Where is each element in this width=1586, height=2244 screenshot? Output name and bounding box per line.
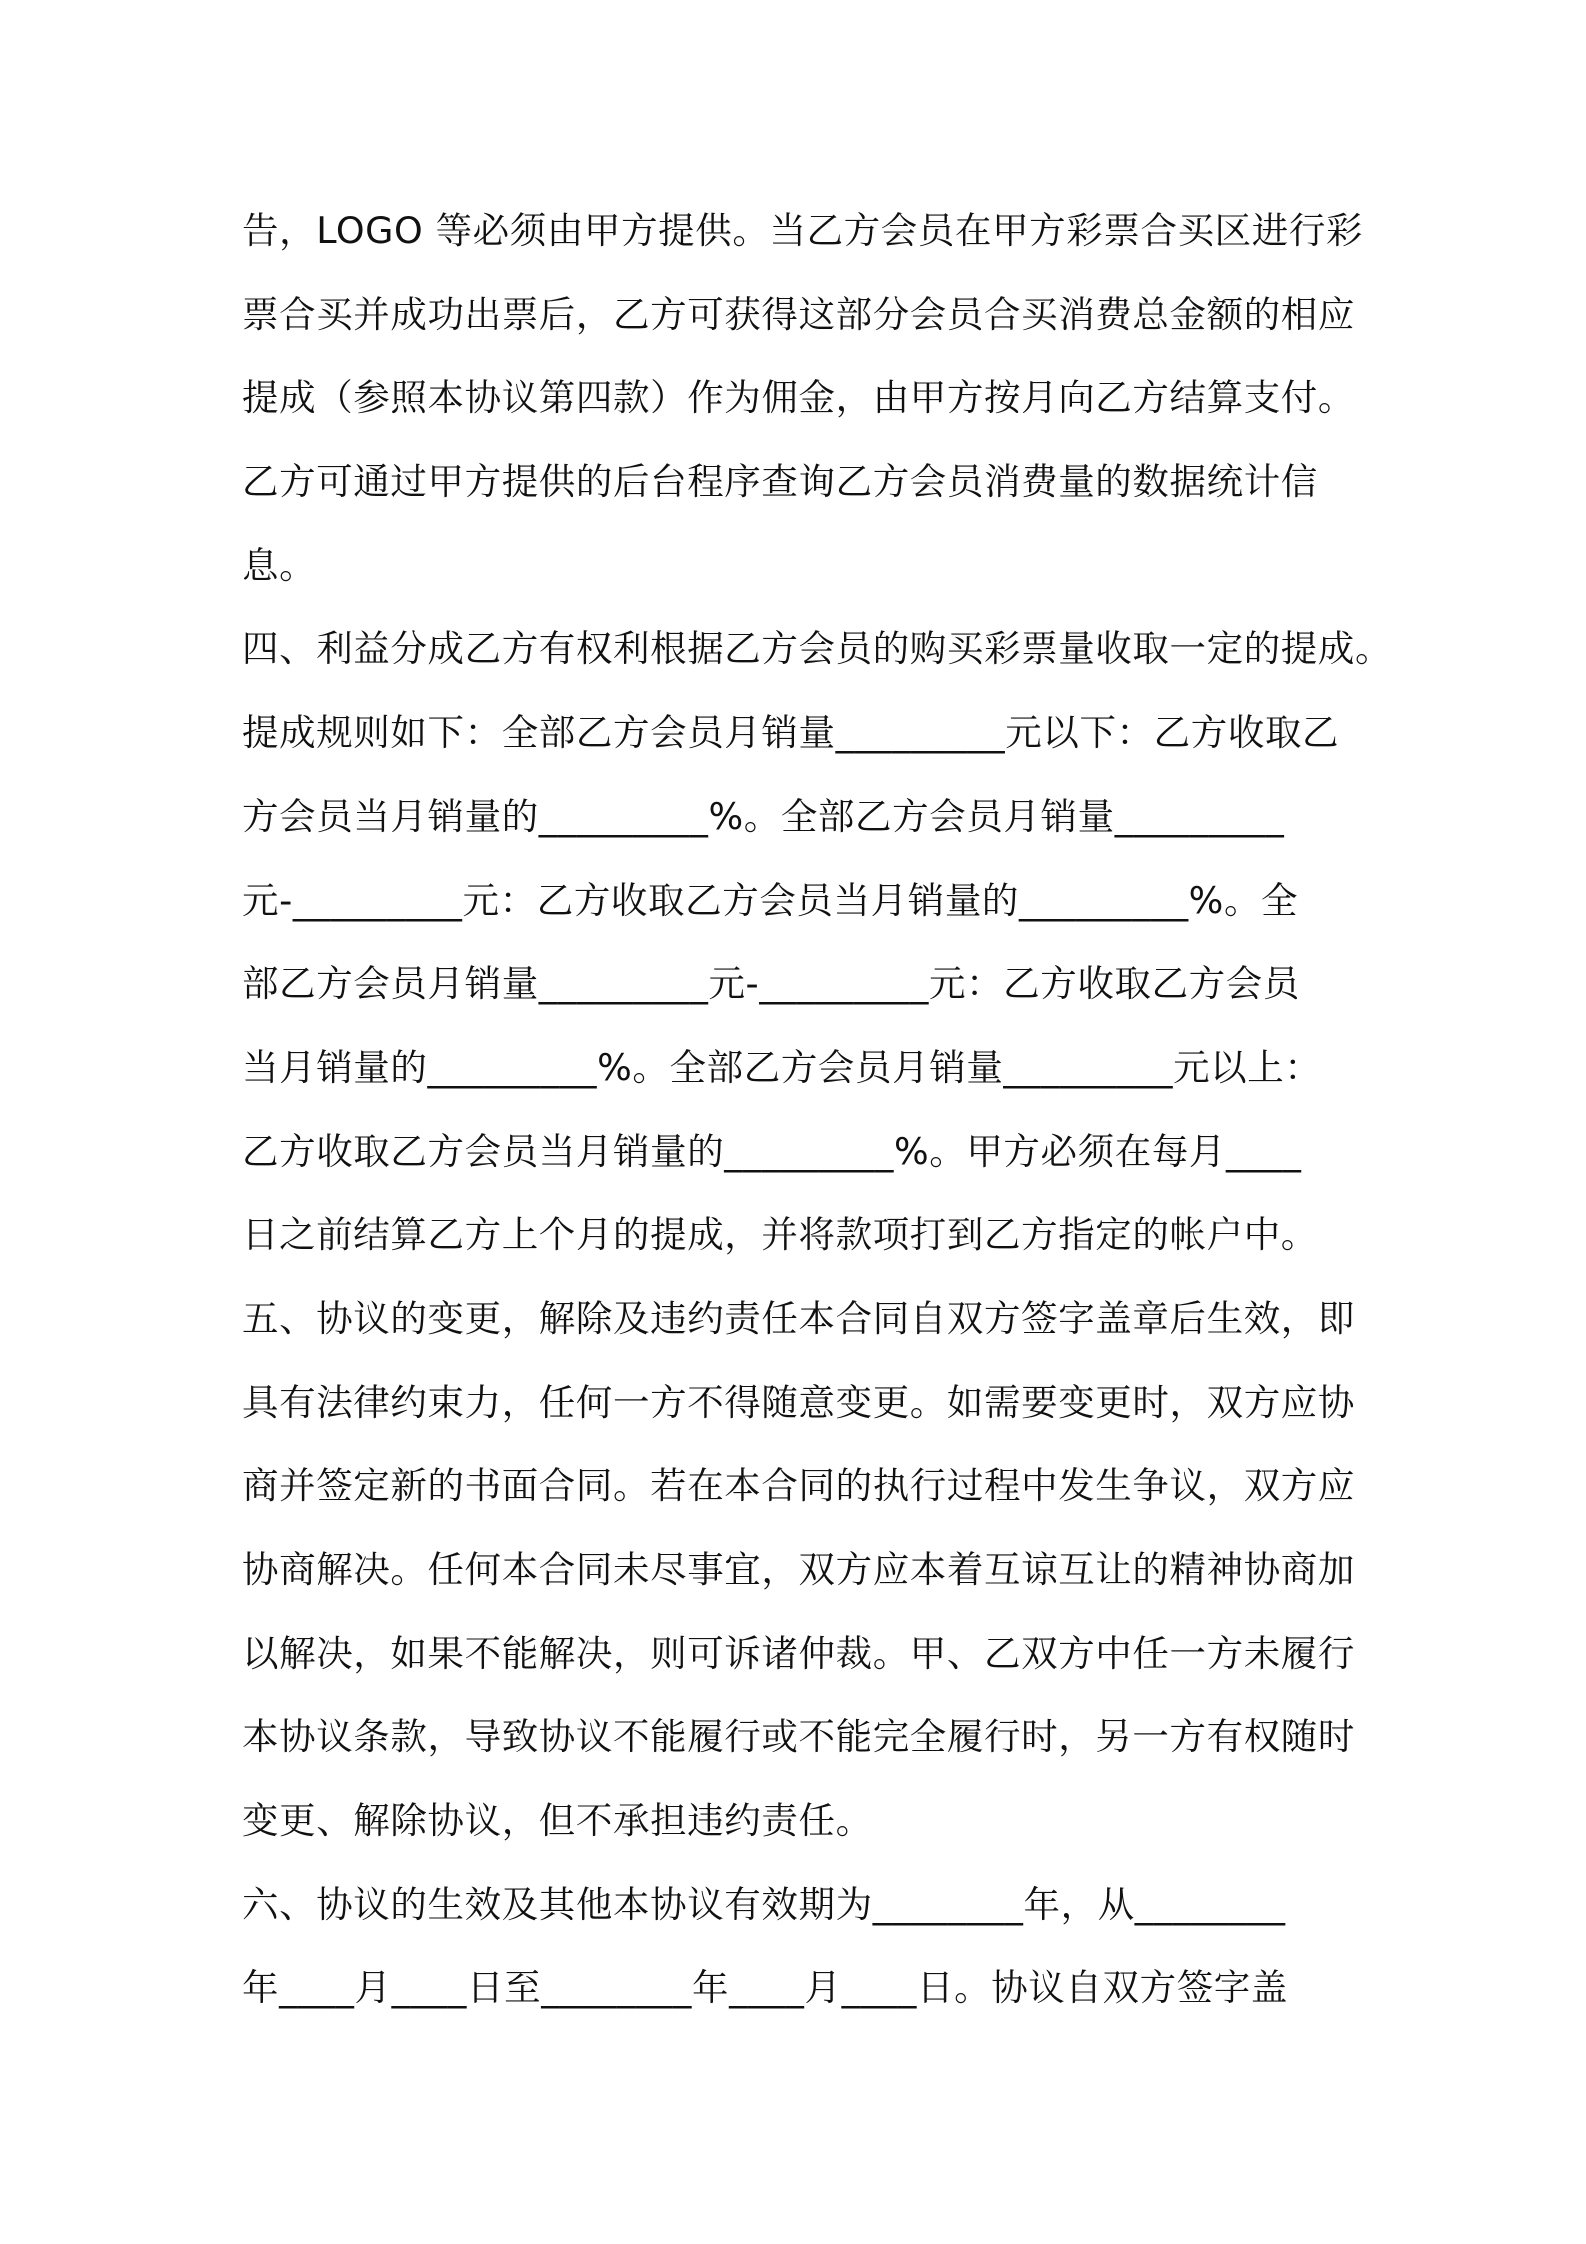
text-line: 本协议条款，导致协议不能履行或不能完全履行时，另一方有权随时 [242,1715,1355,1759]
text-line: 乙方收取乙方会员当月销量的_________%。甲方必须在每月____ [242,1129,1302,1173]
text-line: 协商解决。任何本合同未尽事宜，双方应本着互谅互让的精神协商加 [242,1548,1355,1591]
text-line: 日之前结算乙方上个月的提成，并将款项打到乙方指定的帐户中。 [242,1213,1318,1257]
text-line: 提成（参照本协议第四款）作为佣金，由甲方按月向乙方结算支付。 [242,376,1355,420]
section-heading-line: 六、协议的生效及其他本协议有效期为________年，从________ [242,1882,1286,1926]
text-line: 乙方可通过甲方提供的后台程序查询乙方会员消费量的数据统计信 [242,460,1318,504]
text-line: 具有法律约束力，任何一方不得随意变更。如需要变更时，双方应协 [242,1380,1355,1424]
text-line: 变更、解除协议，但不承担违约责任。 [242,1799,873,1843]
text-line: 提成规则如下：全部乙方会员月销量_________元以下：乙方收取乙 [242,711,1340,755]
text-line: 告，LOGO 等必须由甲方提供。当乙方会员在甲方彩票合买区进行彩 [242,209,1364,252]
contract-body [242,199,1393,2040]
text-line: 元-_________元：乙方收取乙方会员当月销量的_________%。全 [242,878,1299,922]
text-line: 年____月____日至________年____月____日。协议自双方签字盖 [242,1966,1288,2010]
text-line: 当月销量的_________%。全部乙方会员月销量_________元以上： [242,1045,1322,1089]
text-line: 票合买并成功出票后，乙方可获得这部分会员合买消费总金额的相应 [242,292,1355,336]
text-line: 商并签定新的书面合同。若在本合同的执行过程中发生争议，双方应 [242,1464,1355,1508]
text-line: 息。 [242,543,317,587]
section-heading-line: 四、利益分成乙方有权利根据乙方会员的购买彩票量收取一定的提成。 [242,627,1393,671]
text-line: 方会员当月销量的_________%。全部乙方会员月销量_________ [242,794,1285,838]
text-line: 以解决，如果不能解决，则可诉诸仲裁。甲、乙双方中任一方未履行 [242,1631,1355,1675]
section-heading-line: 五、协议的变更，解除及违约责任本合同自双方签字盖章后生效，即 [242,1296,1355,1340]
text-line: 部乙方会员月销量_________元-_________元：乙方收取乙方会员 [242,962,1300,1006]
